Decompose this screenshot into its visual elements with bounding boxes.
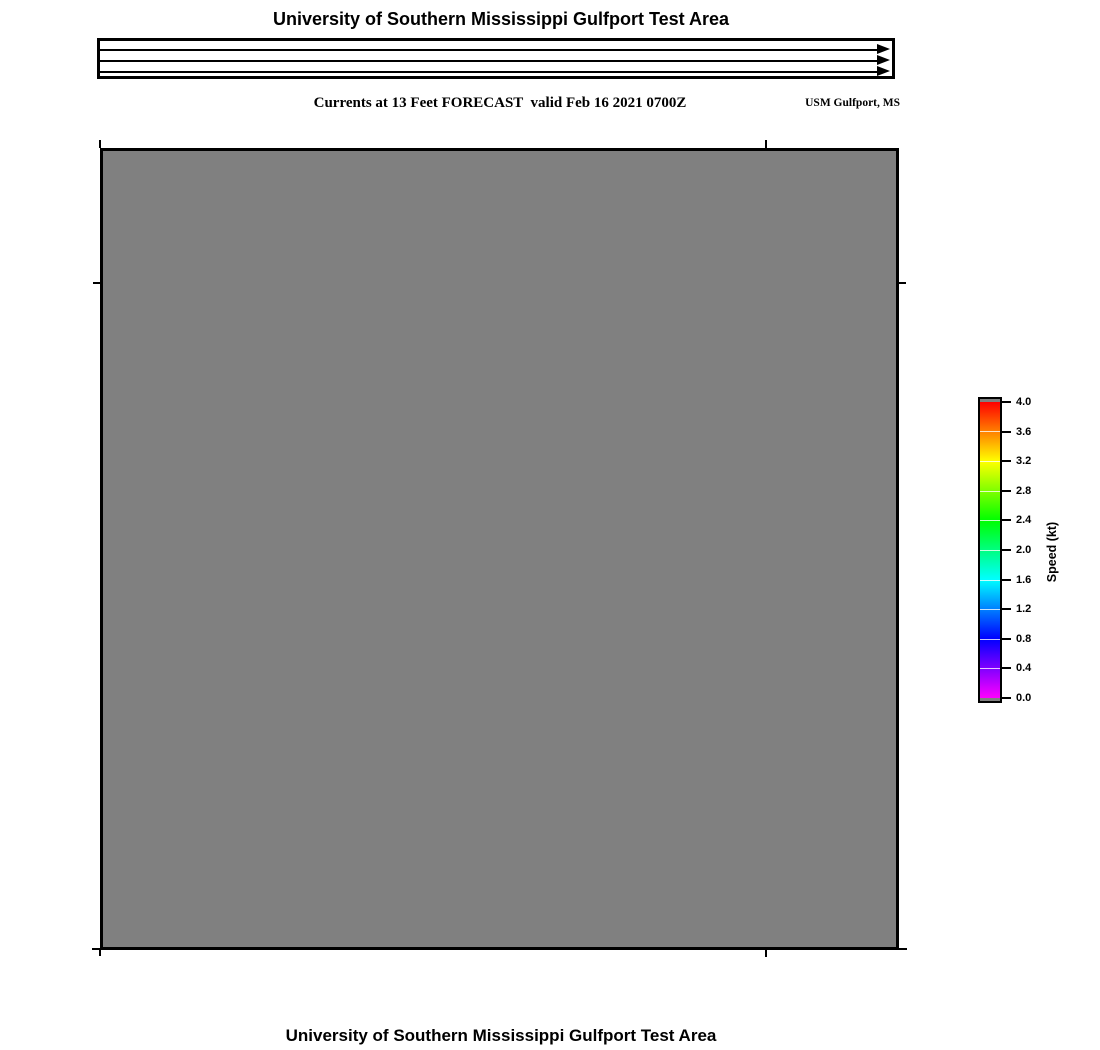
axis-tick (899, 282, 906, 284)
colorbar-gridline (980, 639, 1000, 640)
map-plot-area (100, 148, 899, 950)
page-title: University of Southern Mississippi Gulfport Test Area (272, 9, 730, 29)
footer-title: University of Southern Mississippi Gulfport Test Area (285, 1026, 717, 1045)
axis-tick (93, 282, 100, 284)
colorbar-tick-label: 2.4 (1016, 514, 1032, 526)
flow-line (100, 66, 890, 77)
axis-tick (99, 950, 101, 956)
colorbar-tick (1002, 431, 1011, 433)
flow-line-bar (100, 60, 880, 62)
arrow-right-icon (877, 66, 890, 76)
flow-line-bar (100, 49, 880, 51)
colorbar-tick-label: 3.6 (1016, 426, 1032, 438)
flow-line-bar (100, 71, 880, 73)
colorbar-axis-label: Speed (kt) (1045, 521, 1059, 583)
colorbar-gridline (980, 520, 1000, 521)
colorbar-tick-label: 0.8 (1016, 633, 1032, 645)
colorbar-gradient (980, 402, 1000, 698)
axis-tick (899, 948, 907, 950)
arrow-right-icon (877, 44, 890, 54)
colorbar-tick-label: 3.2 (1016, 455, 1032, 467)
colorbar-gridline (980, 461, 1000, 462)
colorbar-gridline (980, 580, 1000, 581)
colorbar (978, 397, 1002, 703)
colorbar-gridline (980, 491, 1000, 492)
colorbar-tick (1002, 549, 1011, 551)
colorbar-tick-label: 0.4 (1016, 662, 1032, 674)
colorbar-tick-label: 1.2 (1016, 603, 1032, 615)
colorbar-gridline (980, 609, 1000, 610)
axis-tick (765, 140, 767, 148)
arrow-right-icon (877, 55, 890, 65)
colorbar-tick (1002, 519, 1011, 521)
flow-line (100, 44, 890, 55)
colorbar-tick-label: 2.8 (1016, 485, 1032, 497)
colorbar-gridline (980, 431, 1000, 432)
colorbar-tick (1002, 460, 1011, 462)
colorbar-tick (1002, 697, 1011, 699)
colorbar-tick (1002, 401, 1011, 403)
forecast-subtitle: Currents at 13 Feet FORECAST valid Feb 16 2021 0700Z (313, 95, 687, 111)
flow-line (100, 55, 890, 66)
flow-banner (97, 38, 895, 79)
colorbar-gridline (980, 668, 1000, 669)
colorbar-tick (1002, 638, 1011, 640)
colorbar-gridline (980, 550, 1000, 551)
axis-tick (99, 140, 101, 148)
axis-tick (765, 950, 767, 957)
station-label: USM Gulfport, MS (805, 97, 900, 109)
colorbar-tick (1002, 579, 1011, 581)
colorbar-tick (1002, 667, 1011, 669)
colorbar-tick-label: 2.0 (1016, 544, 1032, 556)
colorbar-tick (1002, 490, 1011, 492)
colorbar-tick-label: 4.0 (1016, 396, 1032, 408)
colorbar-tick-label: 1.6 (1016, 574, 1032, 586)
colorbar-tick (1002, 608, 1011, 610)
colorbar-tick-label: 0.0 (1016, 692, 1032, 704)
axis-tick (92, 948, 100, 950)
